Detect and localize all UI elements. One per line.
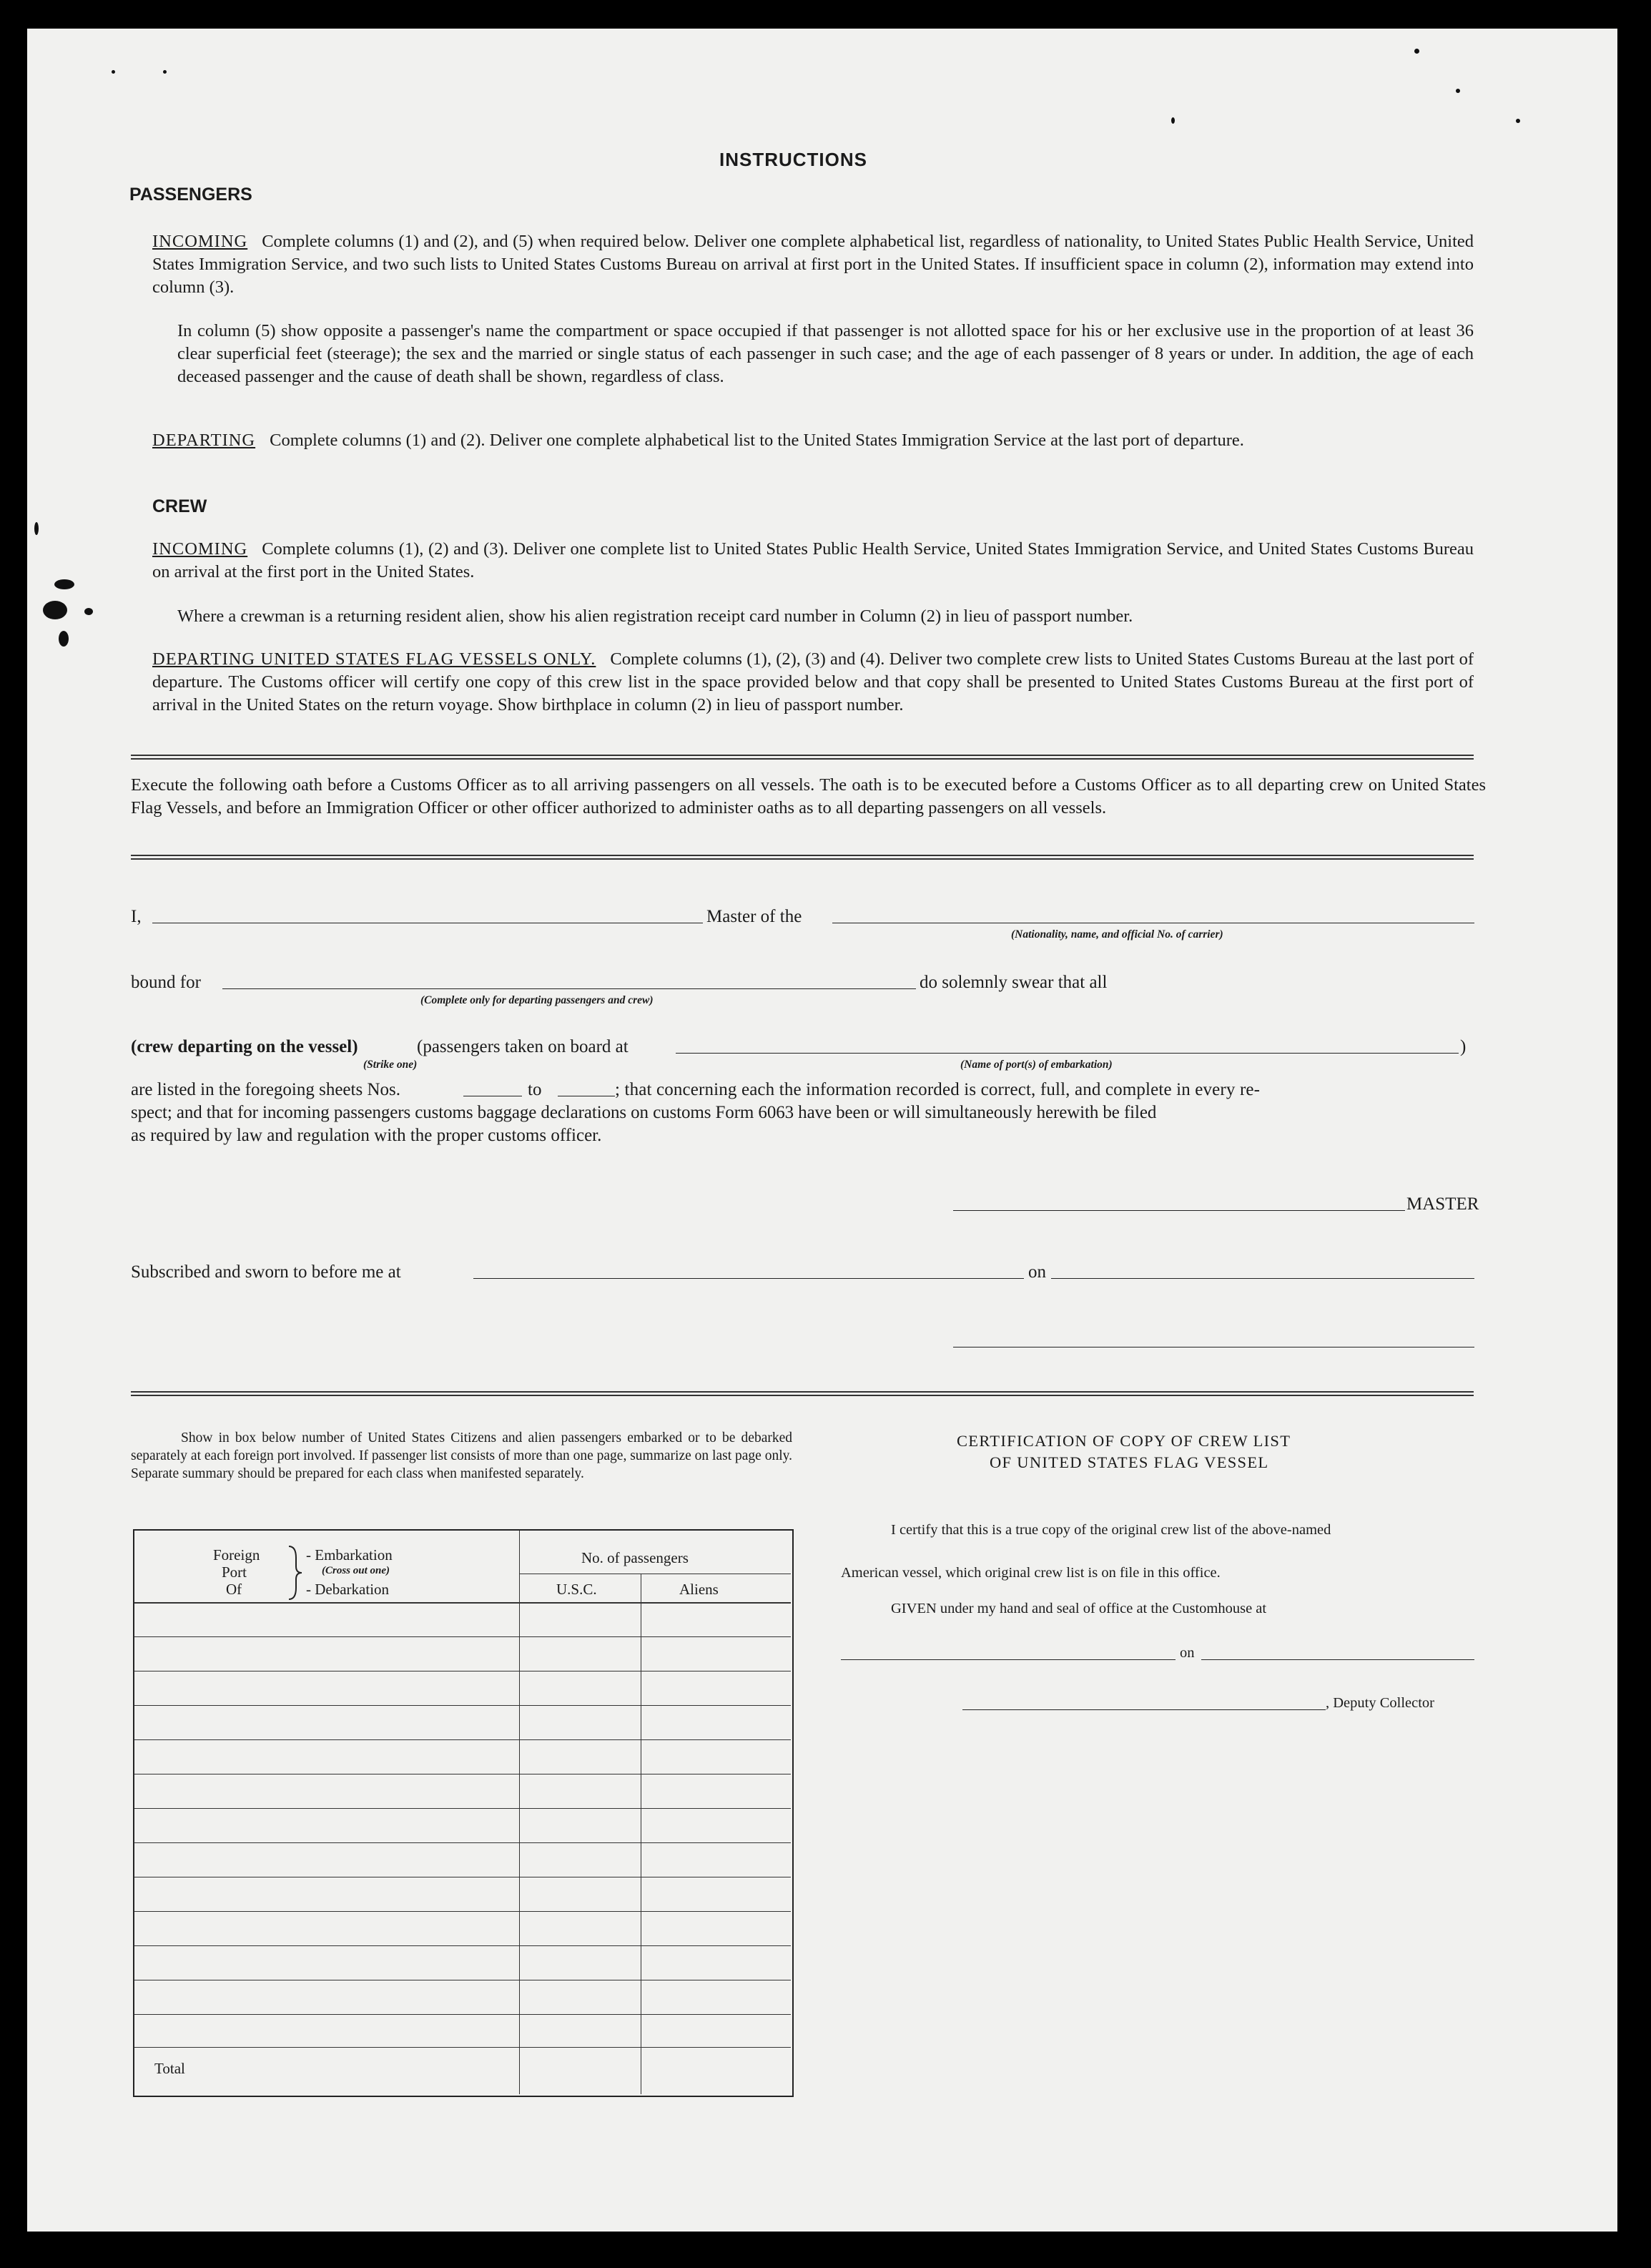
scan-speck bbox=[54, 579, 74, 589]
passengers-incoming-text: Complete columns (1) and (2), and (5) when required below. Deliver one complete alphabetical list, regardless of nationality, to United States Public Health Service, United States Immigration Service, and two such lists to United States Customs Bureau on arrival at first port in the United States. If insufficient space in column (2), information may extend into column (3). bbox=[152, 232, 1474, 297]
certification-line-1: I certify that this is a true copy of the original crew list of the above-named bbox=[891, 1522, 1331, 1538]
deputy-collector-label: , Deputy Collector bbox=[1326, 1695, 1435, 1711]
scan-speck bbox=[84, 608, 93, 615]
certification-date-field[interactable] bbox=[1201, 1659, 1474, 1660]
divider-3 bbox=[131, 1391, 1474, 1396]
scan-speck bbox=[59, 631, 69, 647]
brace-icon bbox=[286, 1545, 303, 1601]
divider-1 bbox=[131, 755, 1474, 760]
subscribed-date-field[interactable] bbox=[1051, 1278, 1474, 1279]
summary-instructions-block bbox=[131, 1429, 792, 1483]
table-row[interactable] bbox=[134, 1808, 791, 1809]
subscribed-label: Subscribed and sworn to before me at bbox=[131, 1262, 401, 1282]
crew-departing-label: DEPARTING UNITED STATES FLAG VESSELS ONLY. bbox=[152, 649, 596, 669]
resident-alien-text: Where a crewman is a returning resident alien, show his alien registration receipt card number in Column (2) in lieu of passport number. bbox=[177, 607, 1133, 626]
embarkation-caption: (Name of port(s) of embarkation) bbox=[960, 1059, 1113, 1071]
table-row[interactable] bbox=[134, 1945, 791, 1946]
resident-alien-block bbox=[177, 605, 1486, 628]
passenger-summary-table bbox=[133, 1529, 794, 2097]
bound-for-field[interactable] bbox=[222, 988, 916, 989]
total-row-line bbox=[134, 2047, 791, 2048]
scan-speck bbox=[163, 70, 167, 74]
aliens-header: Aliens bbox=[679, 1581, 719, 1598]
divider-2 bbox=[131, 855, 1474, 860]
oath-i-label: I, bbox=[131, 907, 142, 926]
master-of-the-label: Master of the bbox=[706, 907, 802, 926]
master-signature-field[interactable] bbox=[953, 1210, 1405, 1211]
embarkation-ports-field[interactable] bbox=[676, 1053, 1459, 1054]
passengers-incoming-label: INCOMING bbox=[152, 232, 248, 251]
scan-speck bbox=[1516, 119, 1520, 123]
col-divider-1 bbox=[519, 1531, 520, 2094]
column5-text: In column (5) show opposite a passenger's name the compartment or space occupied if that passenger is not allotted space for his or her exclusive use in the proportion of at least 36 clear superficial feet (steerage); the sex and the married or single status of each passenger in such case; and the age of each passenger of 8 years or under. In addition, the age of each deceased passenger and the cause of death shall be shown, regardless of class. bbox=[177, 321, 1474, 386]
no-of-passengers-header: No. of passengers bbox=[581, 1549, 689, 1566]
customhouse-field[interactable] bbox=[841, 1659, 1176, 1660]
crew-incoming-text: Complete columns (1), (2) and (3). Deliver one complete list to United States Public Health Service, United States Immigration Service, and United States Customs Bureau on arrival at the first port in the United States. bbox=[152, 539, 1474, 581]
strike-one-caption: (Strike one) bbox=[363, 1059, 418, 1071]
crew-departing-block bbox=[152, 648, 1474, 717]
scan-speck bbox=[1414, 49, 1419, 54]
page-title: INSTRUCTIONS bbox=[719, 149, 867, 170]
certification-on-label: on bbox=[1180, 1645, 1195, 1661]
subscribed-place-field[interactable] bbox=[473, 1278, 1024, 1279]
table-row[interactable] bbox=[134, 1636, 791, 1637]
scan-speck bbox=[43, 601, 67, 619]
summary-instructions-text: Show in box below number of United States Citizens and alien passengers embarked or to be debarked separately at each foreign port involved. If passenger list consists of more than one page, summarize on last page only. Separate summary should be prepared for each class when manifested separately. bbox=[131, 1430, 792, 1481]
close-paren: ) bbox=[1460, 1037, 1467, 1056]
passengers-incoming-block bbox=[152, 230, 1474, 299]
bound-for-label: bound for bbox=[131, 973, 201, 992]
oath-intro-block bbox=[131, 774, 1486, 820]
certification-heading-1: CERTIFICATION OF COPY OF CREW LIST bbox=[957, 1432, 1291, 1450]
passengers-departing-label: DEPARTING bbox=[152, 431, 256, 450]
header-bottom-line bbox=[134, 1602, 791, 1604]
debarkation-option[interactable]: - Debarkation bbox=[306, 1581, 390, 1598]
certification-line-2: American vessel, which original crew list is on file in this office. bbox=[841, 1565, 1221, 1581]
listed-sheets-label: are listed in the foregoing sheets Nos. bbox=[131, 1080, 400, 1099]
usc-header: U.S.C. bbox=[556, 1581, 597, 1598]
scan-speck bbox=[1456, 89, 1460, 93]
table-row[interactable] bbox=[134, 1705, 791, 1706]
table-row[interactable] bbox=[134, 1842, 791, 1843]
port-label: Port bbox=[222, 1563, 247, 1581]
crew-incoming-label: INCOMING bbox=[152, 539, 248, 559]
required-line: as required by law and regulation with the proper customs officer. bbox=[131, 1126, 602, 1145]
column5-block bbox=[177, 320, 1474, 388]
cross-out-caption: (Cross out one) bbox=[322, 1565, 390, 1576]
subscribed-on-label: on bbox=[1028, 1262, 1046, 1282]
total-label: Total bbox=[154, 2060, 185, 2077]
passengers-departing-block bbox=[152, 429, 1474, 452]
crew-incoming-block bbox=[152, 538, 1474, 584]
scan-speck bbox=[34, 522, 39, 535]
table-row[interactable] bbox=[134, 1739, 791, 1740]
embarkation-option[interactable]: - Embarkation bbox=[306, 1546, 393, 1563]
spect-line: spect; and that for incoming passengers customs baggage declarations on customs Form 6063 have been or will simultaneously herewith be filed bbox=[131, 1103, 1157, 1122]
passengers-taken-option[interactable]: (passengers taken on board at bbox=[417, 1037, 629, 1056]
form-sheet bbox=[27, 29, 1617, 2232]
swear-text: do solemnly swear that all bbox=[920, 973, 1108, 992]
crew-heading: CREW bbox=[152, 496, 207, 516]
listed-sheets-continued: ; that concerning each the information recorded is correct, full, and complete in every re- bbox=[615, 1080, 1261, 1099]
master-signature-label: MASTER bbox=[1406, 1194, 1479, 1214]
oath-intro-text: Execute the following oath before a Customs Officer as to all arriving passengers on all vessels. The oath is to be executed before a Customs Officer as to all departing crew on United States Flag Vessels, and before an Immigration Officer or other officer authorized to administer oaths as to all departing passengers on all vessels. bbox=[131, 775, 1486, 818]
listed-to-label: to bbox=[528, 1080, 542, 1099]
foreign-label: Foreign bbox=[213, 1546, 260, 1563]
certification-heading-2: OF UNITED STATES FLAG VESSEL bbox=[990, 1453, 1269, 1471]
carrier-caption: (Nationality, name, and official No. of carrier) bbox=[1011, 928, 1223, 941]
passengers-departing-text: Complete columns (1) and (2). Deliver one complete alphabetical list to the United States Immigration Service at the last port of departure. bbox=[270, 431, 1244, 450]
deputy-signature-field[interactable] bbox=[962, 1709, 1326, 1710]
crew-departing-option[interactable]: (crew departing on the vessel) bbox=[131, 1037, 358, 1056]
scan-speck bbox=[112, 70, 115, 74]
table-row[interactable] bbox=[134, 1911, 791, 1912]
certification-line-3: GIVEN under my hand and seal of office at the Customhouse at bbox=[891, 1601, 1267, 1616]
bound-for-caption: (Complete only for departing passengers and crew) bbox=[420, 994, 654, 1006]
scan-speck bbox=[1171, 117, 1175, 124]
passengers-heading: PASSENGERS bbox=[129, 185, 252, 205]
of-label: Of bbox=[226, 1581, 242, 1598]
crew-departing-text: Complete columns (1), (2), (3) and (4). Deliver two complete crew lists to United States Customs Bureau at the last port of departure. The Customs officer will certify one copy of this crew list in the space provided below and that copy shall be presented to United States Customs Bureau at the first port of arrival in the United States on the return voyage. Show birthplace in column (2) in lieu of passport number. bbox=[152, 649, 1474, 715]
table-row[interactable] bbox=[134, 2014, 791, 2015]
